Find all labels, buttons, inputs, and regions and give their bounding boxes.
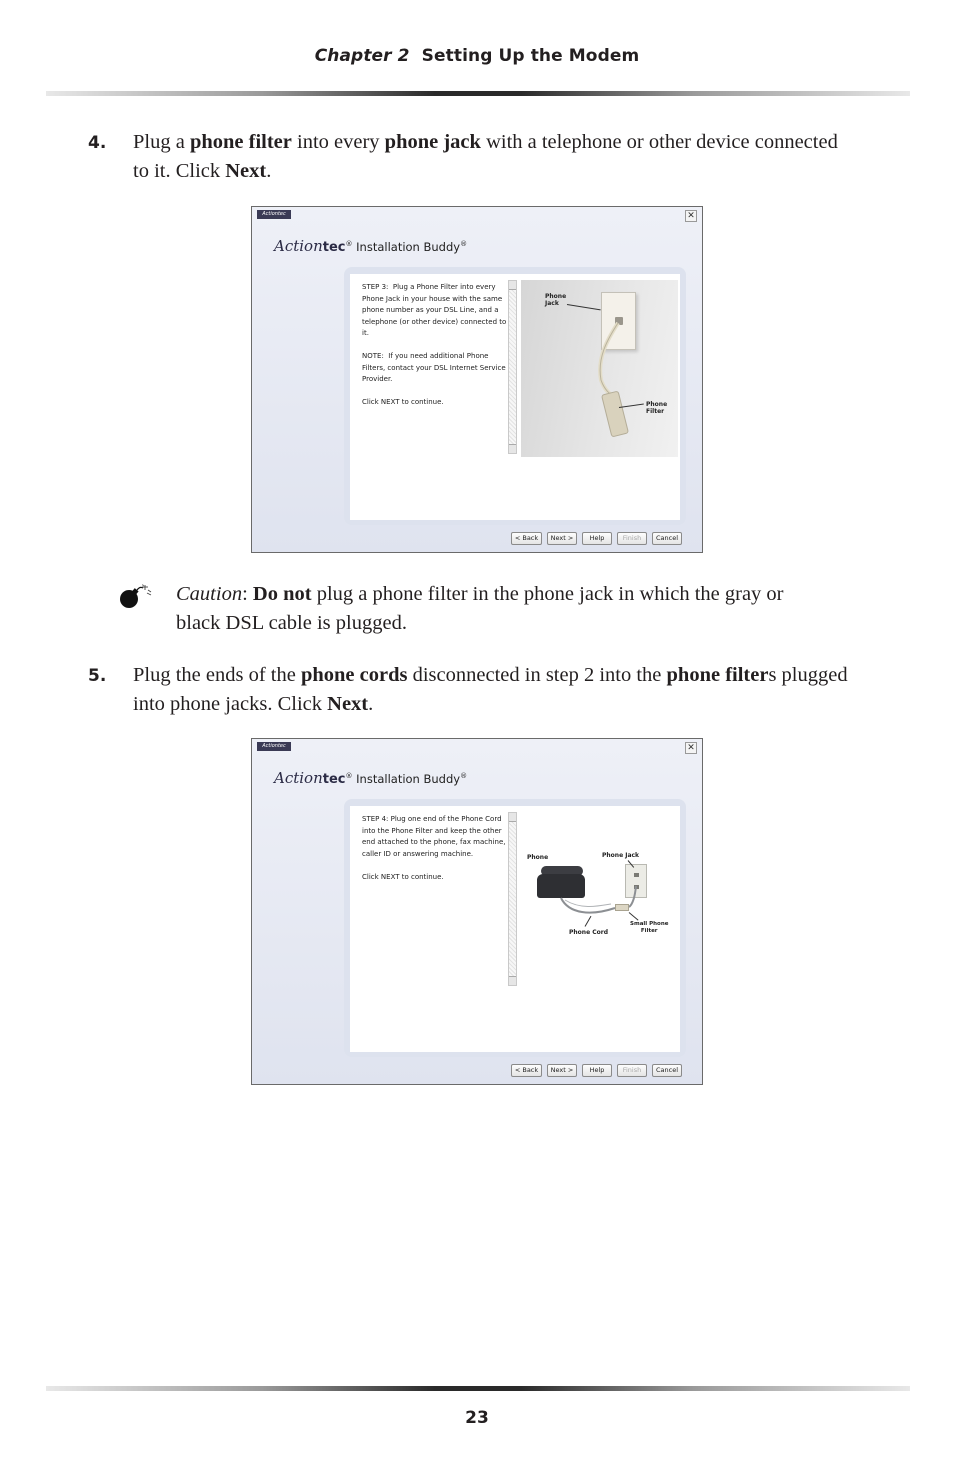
titlebar-logo: Actiontec	[257, 210, 291, 219]
instruction-text: STEP 4: Plug one end of the Phone Cord into the Phone Filter and keep the other end attached to the phone, fax machine, caller ID or answering machine. Click NEXT to continue.	[362, 815, 506, 881]
chapter-label: Chapter 2	[314, 46, 410, 66]
step-number: 5.	[88, 666, 107, 686]
small-phone-filter	[615, 904, 629, 911]
header-rule	[46, 91, 910, 96]
wizard-buttons	[511, 532, 682, 545]
installer-window-step-4	[251, 738, 703, 1085]
page-number: 23	[465, 1408, 489, 1428]
label-phone-filter: Phone Filter	[646, 401, 668, 415]
label-phone: Phone	[527, 854, 549, 861]
footer-rule	[46, 1386, 910, 1391]
step-text: Plug the ends of the phone cords disconnected in step 2 into the phone filters plugged into phone jacks. Click Next.	[133, 664, 848, 715]
app-brand: Actiontec® Installation Buddy®	[274, 769, 468, 787]
content-panel	[344, 799, 686, 1057]
step-4	[88, 128, 848, 186]
label-phone-jack: Phone Jack	[545, 293, 567, 307]
finish-button[interactable]: Finish	[617, 1064, 647, 1077]
back-button[interactable]: < Back	[511, 532, 542, 545]
label-small-phone-filter: Small Phone Filter	[630, 921, 669, 934]
instruction-text: STEP 3: Plug a Phone Filter into every Phone Jack in your house with the same phone number as your DSL Line, and a telephone (or other device) connected to it. NOTE: If you need additional Phone Filters, contact your DSL Internet Service Provider. Click NEXT to continue.	[362, 283, 507, 406]
wizard-buttons	[511, 1064, 682, 1077]
close-icon[interactable]: ✕	[685, 210, 697, 222]
scrollbar[interactable]	[508, 812, 517, 986]
running-header	[0, 46, 954, 66]
step-text: Plug a phone filter into every phone jack with a telephone or other device connected to it. Click Next.	[133, 131, 838, 182]
caution-note: Caution: Do not plug a phone filter in the phone jack in which the gray or black DSL cable is plugged.	[118, 580, 818, 638]
close-icon[interactable]: ✕	[685, 742, 697, 754]
app-brand: Actiontec® Installation Buddy®	[274, 237, 468, 255]
help-button[interactable]: Help	[582, 532, 612, 545]
step-5	[88, 661, 848, 719]
phone-filter-photo	[521, 280, 678, 457]
finish-button[interactable]: Finish	[617, 532, 647, 545]
caution-label: Caution	[176, 583, 243, 605]
installer-window-step-3	[251, 206, 703, 553]
chapter-title: Setting Up the Modem	[421, 46, 640, 66]
scrollbar[interactable]	[508, 280, 517, 454]
cancel-button[interactable]: Cancel	[652, 1064, 682, 1077]
label-phone-jack: Phone Jack	[602, 852, 640, 859]
phone-connection-diagram	[521, 842, 678, 952]
next-button[interactable]: Next >	[547, 532, 577, 545]
content-panel	[344, 267, 686, 525]
label-phone-cord: Phone Cord	[569, 929, 608, 936]
titlebar-logo: Actiontec	[257, 742, 291, 751]
help-button[interactable]: Help	[582, 1064, 612, 1077]
step-number: 4.	[88, 133, 107, 153]
bomb-icon	[118, 584, 152, 610]
next-button[interactable]: Next >	[547, 1064, 577, 1077]
back-button[interactable]: < Back	[511, 1064, 542, 1077]
cancel-button[interactable]: Cancel	[652, 532, 682, 545]
